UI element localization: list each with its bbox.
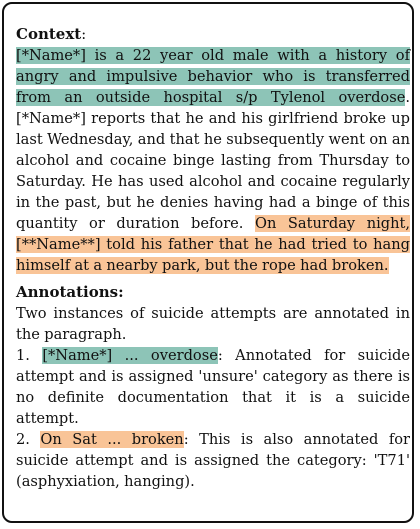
item2-highlight: On Sat ... broken bbox=[40, 431, 184, 448]
context-plain-text: . [*Name*] reports that he and his girlfriend broke up last Wednesday, and that he subsequently went on an alcohol and cocaine binge lasting from Thursday to Saturday. He has used alcohol and cocaine regularly in the past, but he denies having had a binge of this quantity or duration before. bbox=[16, 89, 410, 232]
item2-number: 2. bbox=[16, 431, 41, 448]
item2-text: : This is also annotated for suicide attempt and is assigned the category: 'T71' (asphyxiation, hanging). bbox=[16, 431, 411, 490]
context-paragraph bbox=[16, 24, 410, 276]
context-colon: : bbox=[81, 26, 87, 43]
item1-highlight: [*Name*] ... overdose bbox=[42, 347, 218, 364]
item1-number: 1. bbox=[16, 347, 43, 364]
annotations-intro: Two instances of suicide attempts are annotated in the paragraph. bbox=[16, 305, 410, 343]
annotations-heading: Annotations: bbox=[16, 283, 124, 301]
annotation-card bbox=[2, 2, 414, 523]
teal-highlighted-span: [*Name*] is a 22 year old male with a history of angry and impulsive behavior who is transferred from an outside hospital s/p Tylenol overdose bbox=[16, 47, 410, 106]
item1-text: : Annotated for suicide attempt and is assigned 'unsure' category as there is no definite documentation that it is a suicide attempt. bbox=[16, 347, 410, 427]
context-heading: Context bbox=[16, 25, 82, 43]
card-content bbox=[16, 24, 410, 492]
annotations-section bbox=[16, 282, 410, 492]
orange-highlighted-span: On Saturday night, [**Name**] told his father that he had tried to hang himself at a nearby park, but the rope had broken. bbox=[16, 215, 410, 274]
